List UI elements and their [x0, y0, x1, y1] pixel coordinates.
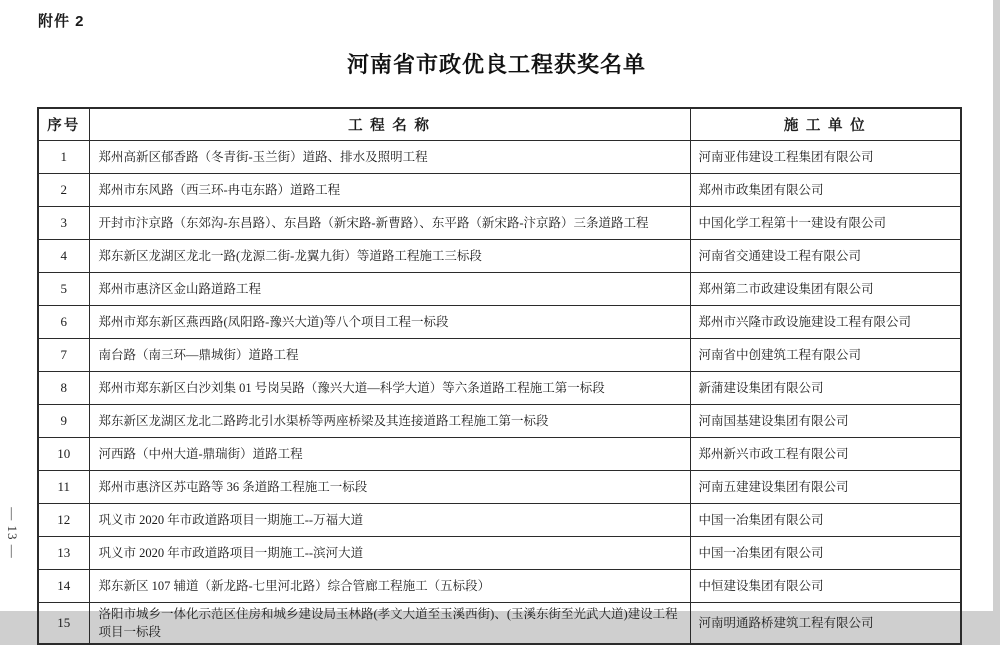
- row-number-cell: 12: [38, 504, 89, 537]
- construction-unit-cell: 河南国基建设集团有限公司: [690, 405, 961, 438]
- row-number-cell: 9: [38, 405, 89, 438]
- table-row: [38, 273, 961, 306]
- project-name-cell: 开封市汴京路（东郊沟-东昌路）、东昌路（新宋路-新曹路）、东平路（新宋路-汴京路）三条道路工程: [89, 207, 690, 240]
- table-row: [38, 372, 961, 405]
- construction-unit-cell: 中国一冶集团有限公司: [690, 504, 961, 537]
- row-number-cell: 5: [38, 273, 89, 306]
- row-number-cell: 6: [38, 306, 89, 339]
- project-name-cell: 郑州市郑东新区白沙刘集 01 号岗吴路（豫兴大道—科学大道）等六条道路工程施工第一标段: [89, 372, 690, 405]
- table-row: [38, 174, 961, 207]
- construction-unit-cell: 河南省交通建设工程有限公司: [690, 240, 961, 273]
- project-name-cell: 河西路（中州大道-鼎瑞街）道路工程: [89, 438, 690, 471]
- table-row: [38, 339, 961, 372]
- col-header-no: 序号: [38, 108, 89, 141]
- project-name-cell: 郑东新区龙湖区龙北二路跨北引水渠桥等两座桥梁及其连接道路工程施工第一标段: [89, 405, 690, 438]
- construction-unit-cell: 郑州市政集团有限公司: [690, 174, 961, 207]
- project-name-cell: 南台路（南三环—鼎城街）道路工程: [89, 339, 690, 372]
- row-number-cell: 10: [38, 438, 89, 471]
- row-number-cell: 3: [38, 207, 89, 240]
- table-row: [38, 471, 961, 504]
- attachment-label: 附件 2: [38, 13, 85, 30]
- construction-unit-cell: 中国一冶集团有限公司: [690, 537, 961, 570]
- table-row: [38, 306, 961, 339]
- project-name-cell: 巩义市 2020 年市政道路项目一期施工--滨河大道: [89, 537, 690, 570]
- table-row: [38, 603, 961, 645]
- construction-unit-cell: 河南亚伟建设工程集团有限公司: [690, 141, 961, 174]
- awards-table: [37, 107, 962, 645]
- project-name-cell: 郑州市惠济区苏屯路等 36 条道路工程施工一标段: [89, 471, 690, 504]
- col-header-company: 施 工 单 位: [690, 108, 961, 141]
- project-name-cell: 郑州市惠济区金山路道路工程: [89, 273, 690, 306]
- row-number-cell: 11: [38, 471, 89, 504]
- table-row: [38, 438, 961, 471]
- page-number: — 13 —: [5, 507, 20, 559]
- project-name-cell: 郑州市东风路（西三环-冉屯东路）道路工程: [89, 174, 690, 207]
- construction-unit-cell: 新蒲建设集团有限公司: [690, 372, 961, 405]
- construction-unit-cell: 中恒建设集团有限公司: [690, 570, 961, 603]
- construction-unit-cell: 河南省中创建筑工程有限公司: [690, 339, 961, 372]
- construction-unit-cell: 郑州市兴隆市政设施建设工程有限公司: [690, 306, 961, 339]
- page-title: 河南省市政优良工程获奖名单: [346, 52, 646, 77]
- row-number-cell: 13: [38, 537, 89, 570]
- table-header-row: [38, 108, 961, 141]
- project-name-cell: 郑东新区 107 辅道（新龙路-七里河北路）综合管廊工程施工（五标段）: [89, 570, 690, 603]
- construction-unit-cell: 郑州第二市政建设集团有限公司: [690, 273, 961, 306]
- table-row: [38, 207, 961, 240]
- table-row: [38, 537, 961, 570]
- construction-unit-cell: 郑州新兴市政工程有限公司: [690, 438, 961, 471]
- table-row: [38, 570, 961, 603]
- col-header-project: 工 程 名 称: [89, 108, 690, 141]
- project-name-cell: 郑州高新区郁香路（冬青街-玉兰街）道路、排水及照明工程: [89, 141, 690, 174]
- table-row: [38, 141, 961, 174]
- project-name-cell: 洛阳市城乡一体化示范区住房和城乡建设局玉林路(孝文大道至玉溪西街)、(玉溪东街至光武大道)建设工程项目一标段: [89, 603, 690, 645]
- project-name-cell: 郑州市郑东新区燕西路(凤阳路-豫兴大道)等八个项目工程一标段: [89, 306, 690, 339]
- project-name-cell: 郑东新区龙湖区龙北一路(龙源二街-龙翼九街）等道路工程施工三标段: [89, 240, 690, 273]
- construction-unit-cell: 中国化学工程第十一建设有限公司: [690, 207, 961, 240]
- table-row: [38, 240, 961, 273]
- row-number-cell: 7: [38, 339, 89, 372]
- project-name-cell: 巩义市 2020 年市政道路项目一期施工--万福大道: [89, 504, 690, 537]
- row-number-cell: 14: [38, 570, 89, 603]
- row-number-cell: 4: [38, 240, 89, 273]
- row-number-cell: 8: [38, 372, 89, 405]
- row-number-cell: 15: [38, 603, 89, 645]
- table-row: [38, 504, 961, 537]
- row-number-cell: 2: [38, 174, 89, 207]
- row-number-cell: 1: [38, 141, 89, 174]
- construction-unit-cell: 河南明通路桥建筑工程有限公司: [690, 603, 961, 645]
- construction-unit-cell: 河南五建建设集团有限公司: [690, 471, 961, 504]
- table-row: [38, 405, 961, 438]
